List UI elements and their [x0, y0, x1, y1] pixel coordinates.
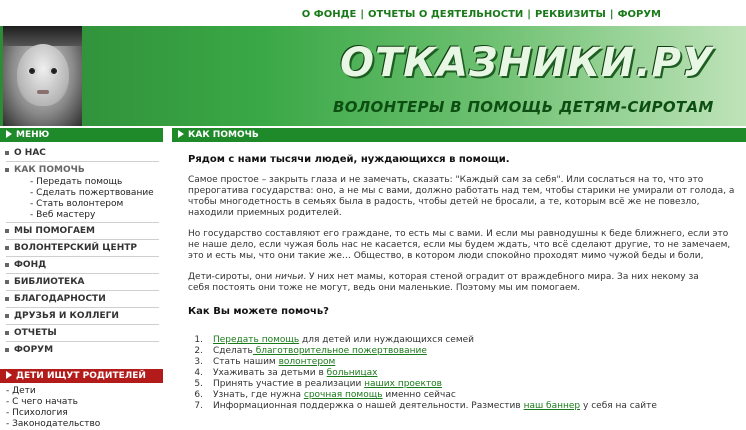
text-line: не наше дело, если чужая боль нас не касается, если мы будем ждать, что всё сделают другие, то не замечаем,	[188, 240, 731, 250]
nav-requisites[interactable]: РЕКВИЗИТЫ	[534, 9, 606, 20]
arrow-right-icon	[178, 130, 184, 138]
section-title: КАК ПОМОЧЬ	[188, 130, 259, 140]
list-item	[172, 335, 746, 346]
list-number: 4.	[194, 368, 203, 378]
text-line	[188, 272, 746, 283]
text-fragment: . У них нет мамы, которая стеной оградит от враждебного мира. За них некому за	[303, 272, 699, 282]
text-fragment: именно сейчас	[382, 390, 456, 400]
text-fragment: Узнать, где нужна	[213, 390, 304, 400]
nav-separator: |	[609, 9, 614, 20]
text-fragment: Принять участие в реализации	[213, 379, 365, 389]
sidebar-item-reports[interactable]	[0, 326, 163, 340]
bullet-icon	[5, 348, 9, 352]
list-number: 3.	[194, 357, 203, 367]
bullet-icon	[5, 297, 9, 301]
child-photo	[3, 26, 82, 126]
bullet-icon	[5, 263, 9, 267]
link-hospitals[interactable]: больницах	[326, 368, 378, 378]
text-fragment: у себя на сайте	[580, 401, 657, 411]
sidebar-item-label: БИБЛИОТЕКА	[14, 277, 85, 287]
kids-menu	[0, 386, 163, 430]
paragraph-1	[188, 175, 746, 219]
link-urgent-help[interactable]: срочная помощь	[303, 390, 383, 400]
text-fragment: Ухаживать за детьми в	[213, 368, 327, 378]
text-line: Самое простое – закрыть глаза и не замечать, сказать: "Каждый сам за себя". Или сослаться на то, что это	[188, 175, 704, 185]
site-logo[interactable]: ОТКАЗНИКИ.РУ	[340, 40, 714, 86]
sidebar-subitem-webmaster[interactable]: - Веб мастеру	[30, 210, 96, 220]
sidebar-item-label: О НАС	[14, 148, 46, 158]
sidebar-item-label: ФОНД	[14, 260, 47, 270]
kids-item-start[interactable]: - С чего начать	[6, 397, 78, 407]
bullet-icon	[5, 229, 9, 233]
text-line: это и есть мы, что они такие же… Общество, в котором люди спокойно проходят мимо чужой беды и боли,	[188, 251, 704, 261]
top-nav	[0, 0, 746, 26]
list-number: 7.	[194, 401, 203, 411]
sidebar-item-friends[interactable]	[0, 309, 163, 323]
list-item	[172, 368, 746, 379]
sidebar-item-label: МЫ ПОМОГАЕМ	[14, 226, 96, 236]
paragraph-3	[188, 272, 746, 294]
sidebar-item-about[interactable]	[0, 146, 163, 160]
how-help-heading: Как Вы можете помочь?	[188, 306, 329, 317]
kids-item-children[interactable]: - Дети	[6, 386, 36, 396]
text-emphasis: ничьи	[275, 272, 304, 282]
sidebar-item-forum[interactable]	[0, 343, 163, 357]
header-banner	[0, 26, 746, 126]
kids-item-psychology[interactable]: - Психология	[6, 408, 68, 418]
kids-item-law[interactable]: - Законодательство	[6, 419, 101, 429]
nav-separator: |	[360, 9, 364, 20]
bullet-icon	[5, 331, 9, 335]
link-volunteer[interactable]: волонтером	[278, 357, 336, 367]
link-give-help[interactable]: Передать помощь	[213, 335, 300, 345]
sidebar-item-label: КАК ПОМОЧЬ	[14, 165, 85, 175]
text-fragment: Информационная поддержка о нашей деятельности. Разместив	[213, 401, 524, 411]
bullet-icon	[5, 246, 9, 250]
list-item	[172, 390, 746, 401]
sidebar-item-label: БЛАГОДАРНОСТИ	[14, 294, 106, 304]
bullet-icon	[5, 314, 9, 318]
text-fragment: для детей или нуждающихся семей	[299, 335, 475, 345]
list-number: 2.	[194, 346, 203, 356]
sidebar-item-label: ДРУЗЬЯ И КОЛЛЕГИ	[14, 311, 119, 321]
nav-separator: |	[527, 9, 531, 20]
bullet-icon	[5, 280, 9, 284]
list-number: 1.	[194, 335, 203, 345]
arrow-right-icon	[6, 371, 12, 379]
content-heading: Рядом с нами тысячи людей, нуждающихся в помощи.	[188, 154, 510, 165]
menu-header	[0, 128, 163, 142]
list-number: 6.	[194, 390, 203, 400]
link-projects[interactable]: наших проектов	[364, 379, 442, 389]
sidebar-menu	[0, 146, 163, 357]
sidebar	[0, 128, 163, 427]
nav-reports[interactable]: ОТЧЕТЫ О ДЕЯТЕЛЬНОСТИ	[367, 9, 524, 20]
text-fragment: Дети-сироты, они	[188, 272, 276, 282]
sidebar-item-fund[interactable]	[0, 258, 163, 272]
section-header	[172, 128, 746, 142]
text-fragment: Сделать	[213, 346, 253, 356]
arrow-right-icon	[6, 130, 12, 138]
link-banner[interactable]: наш баннер	[523, 401, 581, 411]
bullet-icon	[5, 151, 9, 155]
nav-about[interactable]: О ФОНДЕ	[301, 9, 357, 20]
sidebar-item-library[interactable]	[0, 275, 163, 289]
text-line: чтобы многодетность в семьях была в радость, чтобы детей не бросали, а те, которым всё же не повезло,	[188, 197, 700, 207]
menu-title: МЕНЮ	[16, 130, 50, 140]
list-number: 5.	[194, 379, 203, 389]
list-item	[172, 401, 746, 412]
sidebar-item-how-to-help[interactable]	[0, 163, 163, 177]
sidebar-item-label: ОТЧЕТЫ	[14, 328, 57, 338]
sidebar-item-label: ФОРУМ	[14, 345, 54, 355]
list-item	[172, 346, 746, 357]
kids-header	[0, 369, 163, 383]
link-donation[interactable]: благотворительное пожертвование	[252, 346, 427, 356]
kids-title: ДЕТИ ИЩУТ РОДИТЕЛЕЙ	[16, 371, 146, 381]
sidebar-item-thanks[interactable]	[0, 292, 163, 306]
main-content	[172, 128, 746, 427]
sidebar-subitem-volunteer[interactable]: - Стать волонтером	[30, 199, 124, 209]
list-item	[172, 379, 746, 390]
list-item	[172, 357, 746, 368]
sidebar-item-volunteer-center[interactable]	[0, 241, 163, 255]
text-line: прерогатива государства: оно, а не мы с вами, должно работать над тем, чтобы старики не умирали от голода, а	[188, 186, 735, 196]
paragraph-2	[188, 229, 746, 262]
site-tagline: ВОЛОНТЕРЫ В ПОМОЩЬ ДЕТЯМ-СИРОТАМ	[333, 98, 714, 116]
text-line: себя постоять они тоже не могут, ведь они маленькие. Поэтому мы им помогаем.	[188, 283, 581, 293]
sidebar-subitem-give-help[interactable]: - Передать помощь	[30, 177, 123, 187]
help-list	[172, 335, 746, 412]
text-line: находили приемных родителей.	[188, 208, 342, 218]
bullet-icon	[5, 168, 9, 172]
sidebar-item-label: ВОЛОНТЕРСКИЙ ЦЕНТР	[14, 243, 137, 253]
sidebar-subitem-donate[interactable]: - Сделать пожертвование	[30, 188, 154, 198]
nav-forum[interactable]: ФОРУМ	[617, 9, 661, 20]
text-fragment: Стать нашим	[213, 357, 279, 367]
text-line: Но государство составляют его граждане, то есть мы с вами. И если мы равнодушны к беде ближнего, если это	[188, 229, 729, 239]
sidebar-item-we-help[interactable]	[0, 224, 163, 238]
